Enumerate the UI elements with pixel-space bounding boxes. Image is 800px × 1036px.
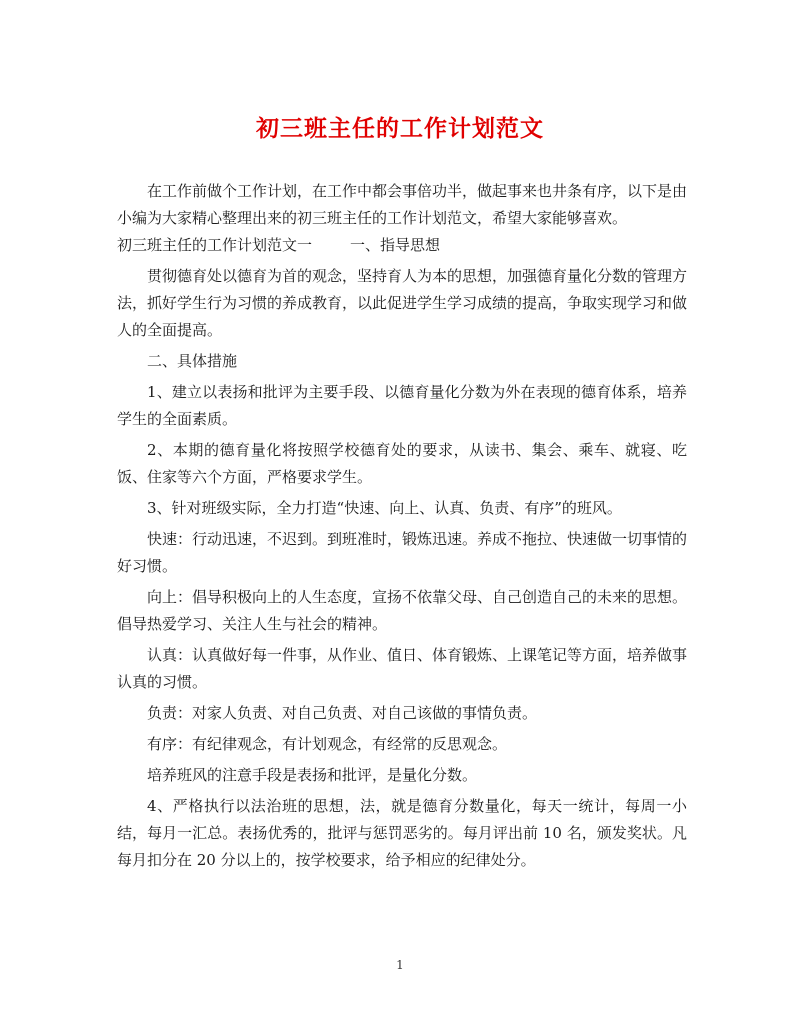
- page-number: 1: [396, 958, 404, 972]
- section-one-label: 初三班主任的工作计划范文一: [117, 236, 313, 254]
- upward-paragraph: 向上：倡导积极向上的人生态度，宣扬不依靠父母、自己创造自己的未来的思想。倡导热爱学习、关注人生与社会的精神。: [117, 588, 688, 633]
- heading-specific-measures: 二、具体措施: [147, 352, 238, 370]
- measure-3-paragraph: 3、针对班级实际，全力打造“快速、向上、认真、负责、有序”的班风。: [147, 499, 622, 517]
- section-one-heading-line: [117, 232, 687, 259]
- intro-paragraph: 在工作前做个工作计划，在工作中都会事倍功半，做起事来也井条有序，以下是由小编为大家精心整理出来的初三班主任的工作计划范文，希望大家能够喜欢。: [117, 182, 688, 227]
- cultivate-paragraph: 培养班风的注意手段是表扬和批评，是量化分数。: [147, 766, 478, 784]
- responsible-paragraph: 负责：对家人负责、对自己负责、对自己该做的事情负责。: [147, 704, 538, 722]
- heading-guiding-thought: 一、指导思想: [350, 236, 441, 254]
- measure-2-paragraph: 2、本期的德育量化将按照学校德育处的要求，从读书、集会、乘车、就寝、吃饭、住家等六个方面，严格要求学生。: [117, 441, 687, 486]
- fast-paragraph: 快速：行动迅速，不迟到。到班准时，锻炼迅速。养成不拖拉、快速做一切事情的好习惯。: [117, 530, 688, 575]
- document-body: [117, 178, 687, 874]
- document-title: 初三班主任的工作计划范文: [256, 115, 544, 142]
- guiding-thought-paragraph: 贯彻德育处以德育为首的观念，坚持育人为本的思想，加强德育量化分数的管理方法，抓好学生行为习惯的养成教育，以此促进学生学习成绩的提高，争取实现学习和做人的全面提高。: [117, 267, 688, 339]
- measure-4-paragraph: 4、严格执行以法治班的思想，法，就是德育分数量化，每天一统计，每周一小结，每月一汇总。表扬优秀的，批评与惩罚恶劣的。每月评出前 10 名，颁发奖状。凡每月扣分在 20 分以上的，按学校要求，给予相应的纪律处分。: [117, 797, 687, 869]
- orderly-paragraph: 有序：有纪律观念，有计划观念，有经常的反思观念。: [147, 735, 508, 753]
- serious-paragraph: 认真：认真做好每一件事，从作业、值日、体育锻炼、上课笔记等方面，培养做事认真的习惯。: [117, 646, 688, 691]
- measure-1-paragraph: 1、建立以表扬和批评为主要手段、以德育量化分数为外在表现的德育体系，培养学生的全面素质。: [117, 383, 687, 428]
